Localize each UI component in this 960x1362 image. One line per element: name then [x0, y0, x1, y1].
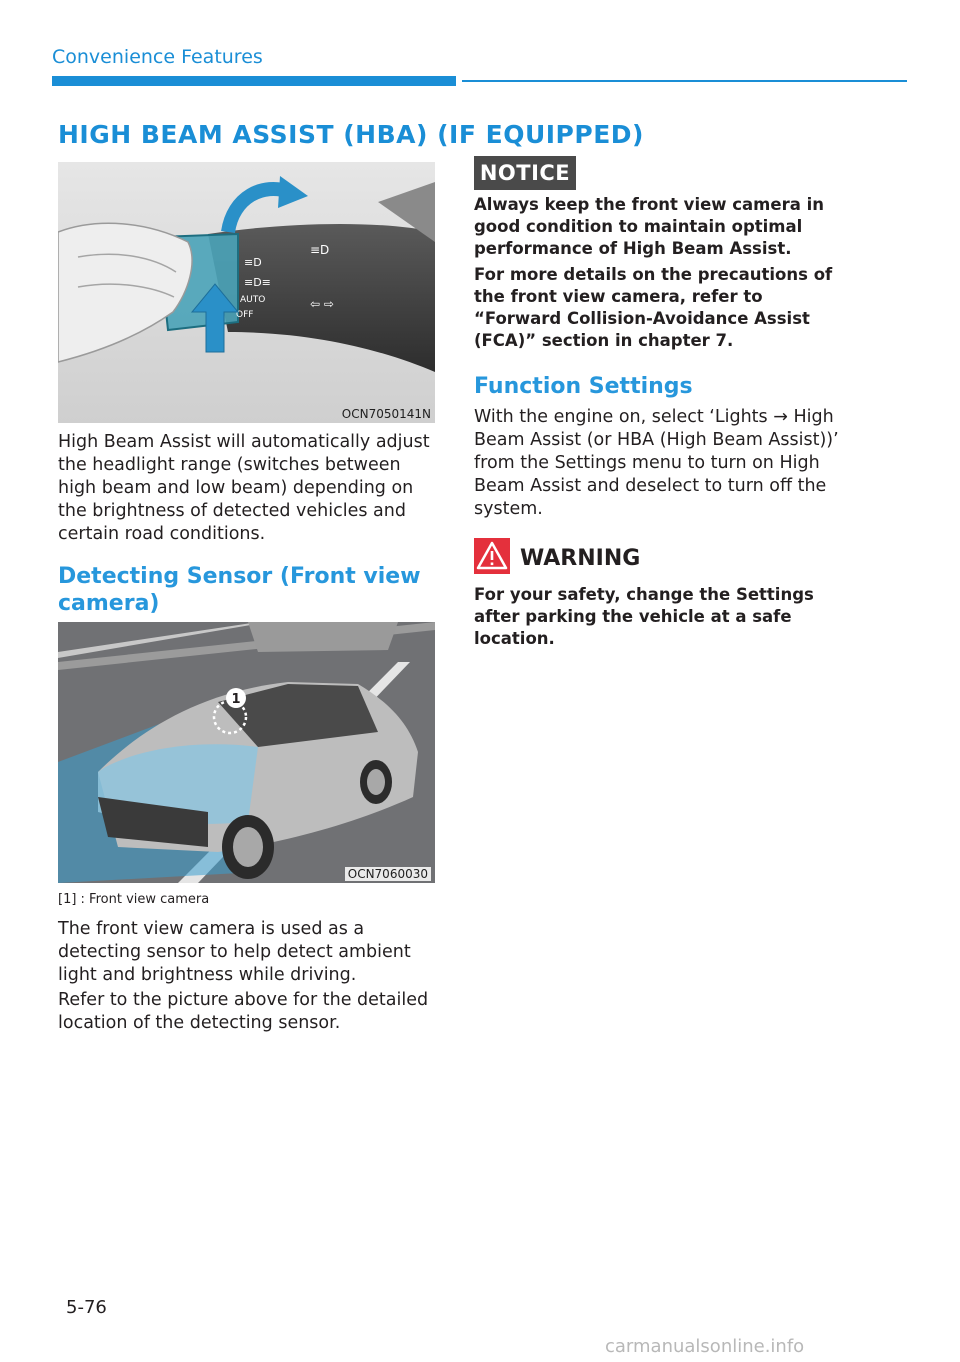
function-settings-heading: Function Settings: [474, 374, 693, 399]
notice-badge: NOTICE: [474, 156, 576, 190]
svg-text:⇦ ⇨: ⇦ ⇨: [310, 297, 334, 311]
section-title: HIGH BEAM ASSIST (HBA) (IF EQUIPPED): [58, 120, 644, 149]
page-number: 5-76: [66, 1297, 107, 1318]
watermark: carmanualsonline.info: [605, 1336, 805, 1357]
detecting-sensor-heading: Detecting Sensor (Front view camera): [58, 564, 421, 616]
light-switch-illustration: [58, 162, 435, 423]
function-settings-paragraph: With the engine on, select ‘Lights → High Beam Assist (or HBA (High Beam Assist))’ from the Settings menu to turn on High Beam Assist and deselect to turn off the system.: [474, 407, 839, 519]
sensor-paragraph-2: Refer to the picture above for the detailed location of the detecting sensor.: [58, 990, 429, 1033]
figure-code: OCN7060030: [345, 867, 431, 881]
header-rule-thick: [52, 76, 456, 86]
camera-callout-number: 1: [231, 692, 241, 707]
svg-text:≡D≡: ≡D≡: [244, 276, 271, 289]
warning-heading: [474, 538, 640, 578]
svg-text:≡D: ≡D: [244, 256, 262, 269]
figure-caption: [1] : Front view camera: [58, 892, 210, 907]
figure-light-switch: [58, 162, 435, 423]
figure-code: OCN7050141N: [341, 407, 431, 421]
warning-triangle-icon: [474, 538, 510, 578]
stalk-label-off: OFF: [236, 310, 254, 320]
notice-paragraph-1: Always keep the front view camera in good condition to maintain optimal performance of High Beam Assist.: [474, 195, 824, 258]
notice-paragraph-2: For more details on the precautions of the front view camera, refer to “Forward Collision-Avoidance Assist (FCA)” section in chapter 7.: [474, 265, 833, 350]
warning-paragraph: For your safety, change the Settings after parking the vehicle at a safe location.: [474, 585, 814, 648]
header-rule-thin: [462, 80, 907, 82]
sensor-paragraph-1: The front view camera is used as a detecting sensor to help detect ambient light and brightness while driving.: [58, 919, 411, 985]
intro-paragraph: High Beam Assist will automatically adjust the headlight range (switches between high beam and low beam) depending on the brightness of detected vehicles and certain road conditions.: [58, 432, 430, 544]
figure-front-camera: [58, 622, 435, 883]
car-camera-illustration: [58, 622, 435, 883]
svg-text:≡D: ≡D: [310, 243, 330, 257]
running-header: Convenience Features: [52, 46, 263, 68]
stalk-label-auto: AUTO: [240, 295, 266, 305]
warning-label: WARNING: [520, 545, 641, 571]
